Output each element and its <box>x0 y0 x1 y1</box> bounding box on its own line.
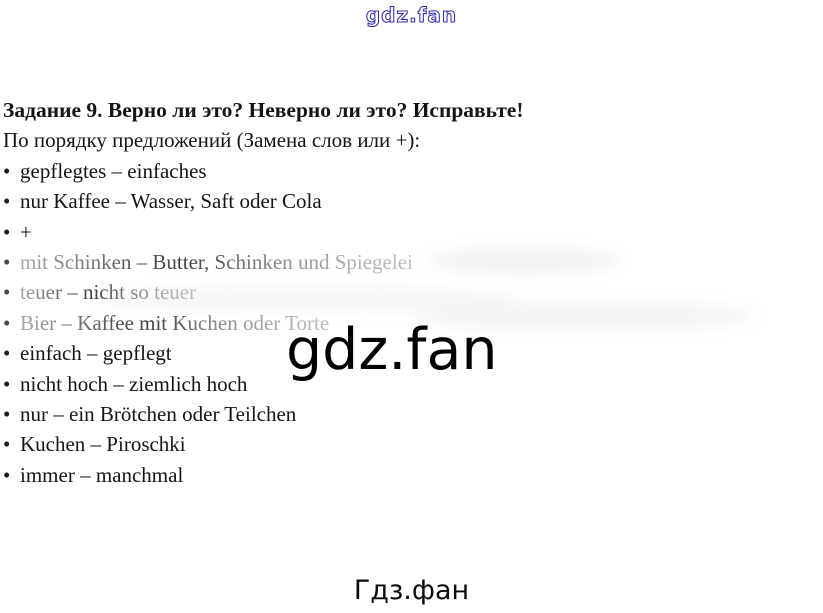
answer-text: + <box>20 219 32 244</box>
answer-text: nicht hoch – ziemlich hoch <box>20 371 248 396</box>
task-answer-block <box>3 95 523 490</box>
center-watermark: gdz.fan <box>286 317 498 383</box>
bullet-icon: • <box>3 310 11 335</box>
bullet-icon: • <box>3 158 11 183</box>
answer-text: immer – manchmal <box>20 462 184 487</box>
bullet-icon: • <box>3 462 11 487</box>
answer-text: einfach – gepflegt <box>20 341 172 366</box>
bullet-icon: • <box>3 189 11 214</box>
bullet-icon: • <box>3 250 11 275</box>
task-subtitle: По порядку предложений (Замена слов или +): <box>3 128 421 153</box>
answer-text: Kuchen – Piroschki <box>20 432 186 457</box>
answer-text: nur – ein Brötchen oder Teilchen <box>20 402 297 427</box>
bullet-icon: • <box>3 341 11 366</box>
answer-item <box>3 217 523 247</box>
answer-item <box>3 277 523 307</box>
answer-item <box>3 156 523 186</box>
answer-item <box>3 429 523 459</box>
top-watermark: gdz.fan <box>365 3 458 27</box>
answer-text: gepflegtes – einfaches <box>20 158 207 183</box>
task-title: Задание 9. Верно ли это? Неверно ли это? Исправьте! <box>3 98 524 122</box>
bullet-icon: • <box>3 219 11 244</box>
answer-item <box>3 399 523 429</box>
bullet-icon: • <box>3 371 11 396</box>
footer-site-name: Гдз.фан <box>353 575 470 606</box>
answer-text: teuer – nicht so teuer <box>20 280 197 305</box>
answer-item <box>3 186 523 216</box>
bullet-icon: • <box>3 402 11 427</box>
answer-text: Bier – Kaffee mit Kuchen oder Torte <box>20 310 330 335</box>
bullet-icon: • <box>3 432 11 457</box>
answer-text: nur Kaffee – Wasser, Saft oder Cola <box>20 189 322 214</box>
bullet-icon: • <box>3 280 11 305</box>
answer-item <box>3 247 523 277</box>
answer-item <box>3 460 523 490</box>
answer-text: mit Schinken – Butter, Schinken und Spiegelei <box>20 250 413 275</box>
